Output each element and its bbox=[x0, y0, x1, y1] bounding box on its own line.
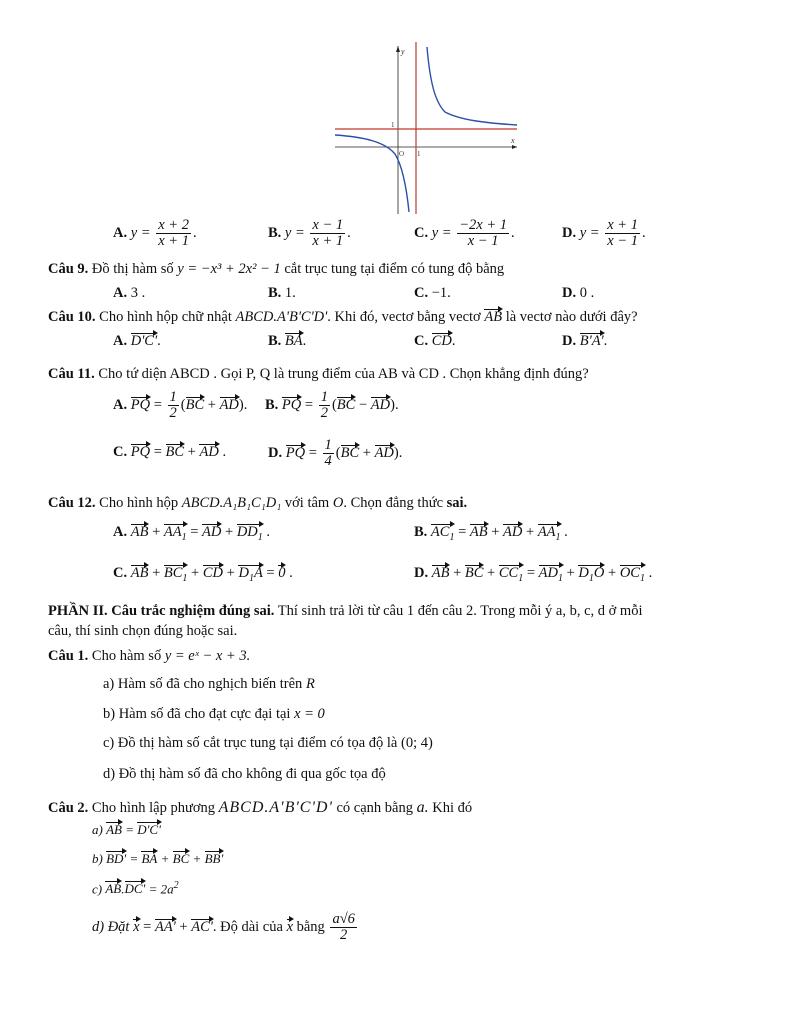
p2q1-statement-b[interactable]: b) Hàm số đã cho đạt cực đại tại x = 0 bbox=[103, 706, 325, 722]
fraction: $\frac{x + 1}{x - 1}$ bbox=[607, 217, 638, 249]
svg-text:1: 1 bbox=[417, 150, 421, 158]
fraction: $\frac{x + 2}{x + 1}$ bbox=[158, 217, 189, 249]
q8-option-b[interactable]: B. y = $\frac{x - 1}{x + 1}$ . bbox=[268, 217, 351, 249]
q10-option-a[interactable]: A. D'C'. bbox=[113, 333, 161, 349]
q8-option-a[interactable]: A. y = $\frac{x + 2}{x + 1}$ . bbox=[113, 217, 197, 249]
svg-text:1: 1 bbox=[391, 121, 395, 129]
q10-option-d[interactable]: D. B'A'. bbox=[562, 333, 608, 349]
p2q1-stem: Câu 1. Cho hàm số y = eˣ − x + 3. bbox=[48, 648, 251, 664]
q12-option-a[interactable]: A. AB + $AA_1$ = AD + $DD_1$ . bbox=[113, 524, 271, 543]
q8-option-c[interactable]: C. y = $\frac{-2x + 1}{x - 1}$ . bbox=[414, 217, 515, 249]
option-letter: D. bbox=[562, 224, 577, 241]
q10-stem: Câu 10. Cho hình hộp chữ nhật ABCD.A'B'C'D'. Khi đó, vectơ bằng vectơ AB là vectơ nào dưới đây? bbox=[48, 309, 638, 325]
q11-option-b[interactable]: B. PQ = $\frac{1}{2}$ (BC − AD). bbox=[265, 389, 399, 421]
q9-option-d[interactable]: D. 0 . bbox=[562, 285, 595, 301]
q11-option-a[interactable]: A. PQ = $\frac{1}{2}$ (BC + AD). bbox=[113, 389, 248, 421]
q8-option-d[interactable]: D. y = $\frac{x + 1}{x - 1}$ . bbox=[562, 217, 646, 249]
svg-text:y: y bbox=[401, 47, 405, 56]
q12-option-b[interactable]: B. $AC_1$ = AB + AD + $AA_1$ . bbox=[414, 524, 568, 543]
q10-option-c[interactable]: C. CD. bbox=[414, 333, 456, 349]
p2q2-statement-c[interactable]: c) $AB.DC' = 2a^2$ bbox=[92, 880, 179, 897]
fraction: $\frac{a√6}{2}$ bbox=[332, 911, 355, 943]
q9-option-c[interactable]: C. −1. bbox=[414, 285, 451, 301]
formula-lhs: y = bbox=[431, 224, 452, 241]
option-letter: C. bbox=[414, 224, 429, 241]
q11-option-d[interactable]: D. PQ = $\frac{1}{4}$ (BC + AD). bbox=[268, 437, 403, 469]
q9-option-a[interactable]: A. 3 . bbox=[113, 285, 146, 301]
q9-stem: Câu 9. Đồ thị hàm số y = −x³ + 2x² − 1 cắt trục tung tại điểm có tung độ bằng bbox=[48, 261, 505, 277]
svg-text:x: x bbox=[511, 136, 515, 145]
option-letter: B. bbox=[268, 224, 282, 241]
p2q1-statement-c[interactable]: c) Đồ thị hàm số cắt trục tung tại điểm có tọa độ là (0; 4) bbox=[103, 735, 433, 751]
p2q1-statement-d[interactable]: d) Đồ thị hàm số đã cho không đi qua gốc tọa độ bbox=[103, 766, 386, 782]
formula-lhs: y = bbox=[130, 224, 151, 241]
p2q2-statement-a[interactable]: a) AB = D'C' bbox=[92, 822, 161, 837]
part2-intro: câu, thí sinh chọn đúng hoặc sai. bbox=[48, 623, 238, 639]
q12-stem: Câu 12. Cho hình hộp ABCD.A₁B₁C₁D₁ với tâm O. Chọn đẳng thức sai. bbox=[48, 495, 468, 511]
svg-text:O: O bbox=[399, 150, 405, 158]
fraction: $\frac{x - 1}{x + 1}$ bbox=[312, 217, 344, 249]
option-letter: A. bbox=[113, 224, 128, 241]
formula-lhs: y = bbox=[579, 224, 600, 241]
q10-option-b[interactable]: B. BA. bbox=[268, 333, 307, 349]
p2q2-statement-b[interactable]: b) BD' = BA + BC + BB' bbox=[92, 851, 224, 866]
p2q2-statement-d[interactable]: d) Đặt x = AA' + AC'. Độ dài của x bằng $\frac{a√6}{2}$ bbox=[92, 911, 355, 943]
q11-stem: Câu 11. Cho tứ diện ABCD . Gọi P, Q là trung điểm của AB và CD . Chọn khẳng định đúng? bbox=[48, 366, 589, 382]
q12-option-d[interactable]: D. AB + BC + $CC_1 = AD_1 + D_1O + OC_1$ . bbox=[414, 565, 653, 584]
formula-lhs: y = bbox=[284, 224, 305, 241]
q9-option-b[interactable]: B. 1. bbox=[268, 285, 296, 301]
fraction: $\frac{-2x + 1}{x - 1}$ bbox=[459, 217, 507, 249]
function-graph bbox=[335, 42, 520, 214]
p2q2-stem: Câu 2. Cho hình lập phương ABCD.A'B'C'D' có cạnh bằng a. Khi đó bbox=[48, 799, 473, 816]
part2-heading: PHẦN II. Câu trắc nghiệm đúng sai. Thí sinh trả lời từ câu 1 đến câu 2. Trong mỗi ý a, b, c, d ở mỗi bbox=[48, 603, 643, 619]
q12-option-c[interactable]: C. AB + $BC_1$ + CD + $D_1A = 0$ . bbox=[113, 565, 293, 584]
q11-option-c[interactable]: C. PQ = BC + AD . bbox=[113, 444, 227, 460]
p2q1-statement-a[interactable]: a) Hàm số đã cho nghịch biến trên R bbox=[103, 676, 315, 692]
